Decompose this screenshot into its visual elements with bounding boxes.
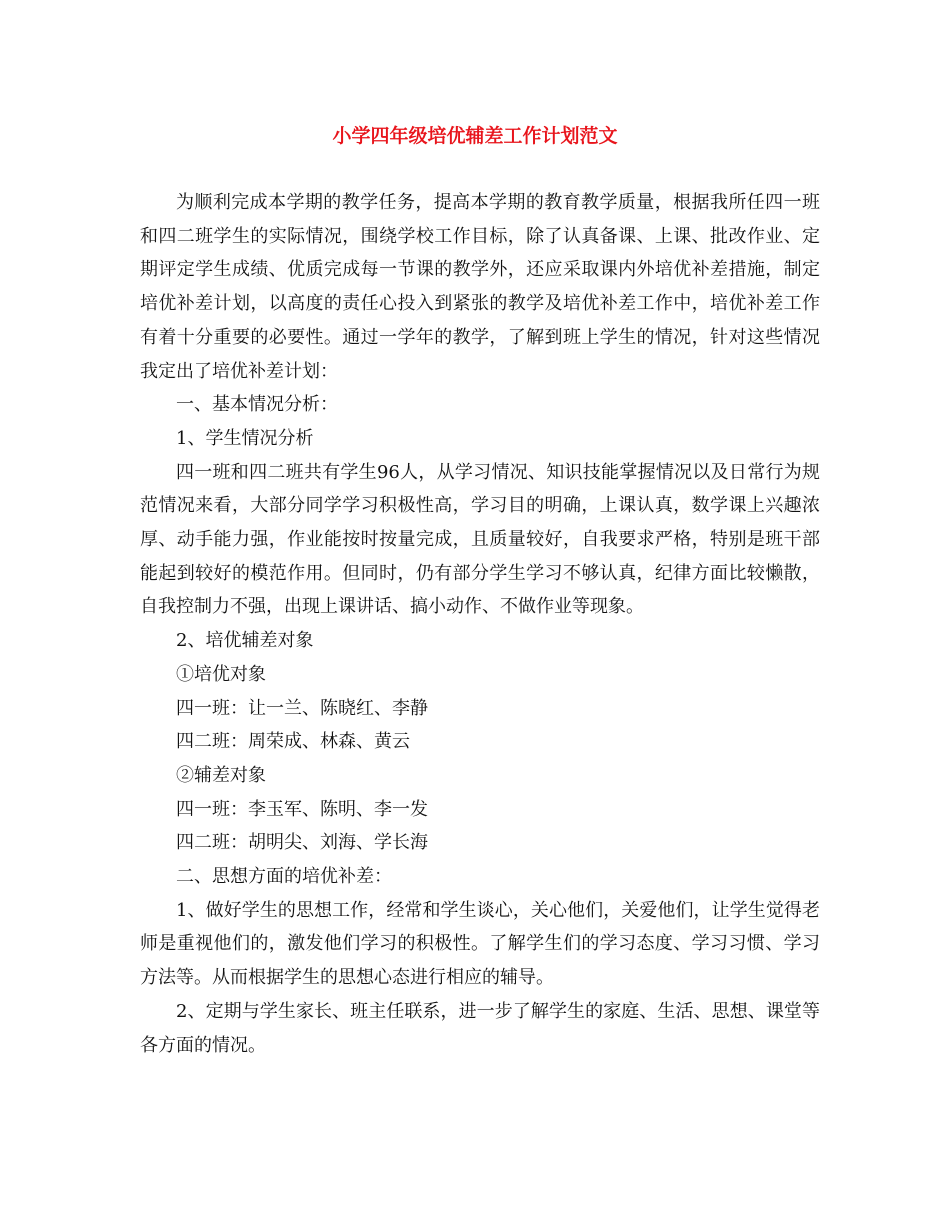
ideological-point-1: 1、做好学生的思想工作，经常和学生谈心，关心他们，关爱他们，让学生觉得老师是重视他们的，激发他们学习的积极性。了解学生们的学习态度、学习习惯、学习方法等。从而根据学生的思想心态进行相应的辅导。 bbox=[140, 899, 820, 989]
label-support-students: ②辅差对象 bbox=[176, 764, 266, 786]
intro-paragraph: 为顺利完成本学期的教学任务，提高本学期的教育教学质量，根据我所任四一班和四二班学生的实际情况，围绕学校工作目标，除了认真备课、上课、批改作业、定期评定学生成绩、优质完成每一节课的教学外，还应采取课内外培优补差措施，制定培优补差计划，以高度的责任心投入到紧张的教学及培优补差工作中，培优补差工作有着十分重要的必要性。通过一学年的教学，了解到班上学生的情况，针对这些情况我定出了培优补差计划： bbox=[140, 192, 820, 382]
list-item: 四一班：让一兰、陈晓红、李静 bbox=[176, 697, 428, 719]
subheading-student-analysis: 1、学生情况分析 bbox=[176, 427, 314, 449]
list-item: 四二班：胡明尖、刘海、学长海 bbox=[176, 832, 428, 854]
list-item: 四二班：周荣成、林森、黄云 bbox=[176, 731, 410, 753]
section-heading-ideological: 二、思想方面的培优补差： bbox=[176, 866, 392, 888]
document-body bbox=[140, 186, 820, 1062]
ideological-point-2: 2、定期与学生家长、班主任联系，进一步了解学生的家庭、生活、思想、课堂等各方面的情况。 bbox=[140, 1000, 820, 1056]
section-heading-basic-analysis: 一、基本情况分析： bbox=[176, 394, 338, 416]
list-item: 四一班：李玉军、陈明、李一发 bbox=[176, 798, 428, 820]
student-analysis-paragraph: 四一班和四二班共有学生96人，从学习情况、知识技能掌握情况以及日常行为规范情况来看，大部分同学学习积极性高，学习目的明确，上课认真，数学课上兴趣浓厚、动手能力强，作业能按时按量完成，且质量较好，自我要求严格，特别是班干部能起到较好的模范作用。但同时，仍有部分学生学习不够认真，纪律方面比较懒散，自我控制力不强，出现上课讲话、搞小动作、不做作业等现象。 bbox=[140, 461, 820, 618]
label-excellent-students: ①培优对象 bbox=[176, 663, 266, 685]
document-title: 小学四年级培优辅差工作计划范文 bbox=[332, 125, 618, 147]
subheading-target-students: 2、培优辅差对象 bbox=[176, 630, 314, 652]
